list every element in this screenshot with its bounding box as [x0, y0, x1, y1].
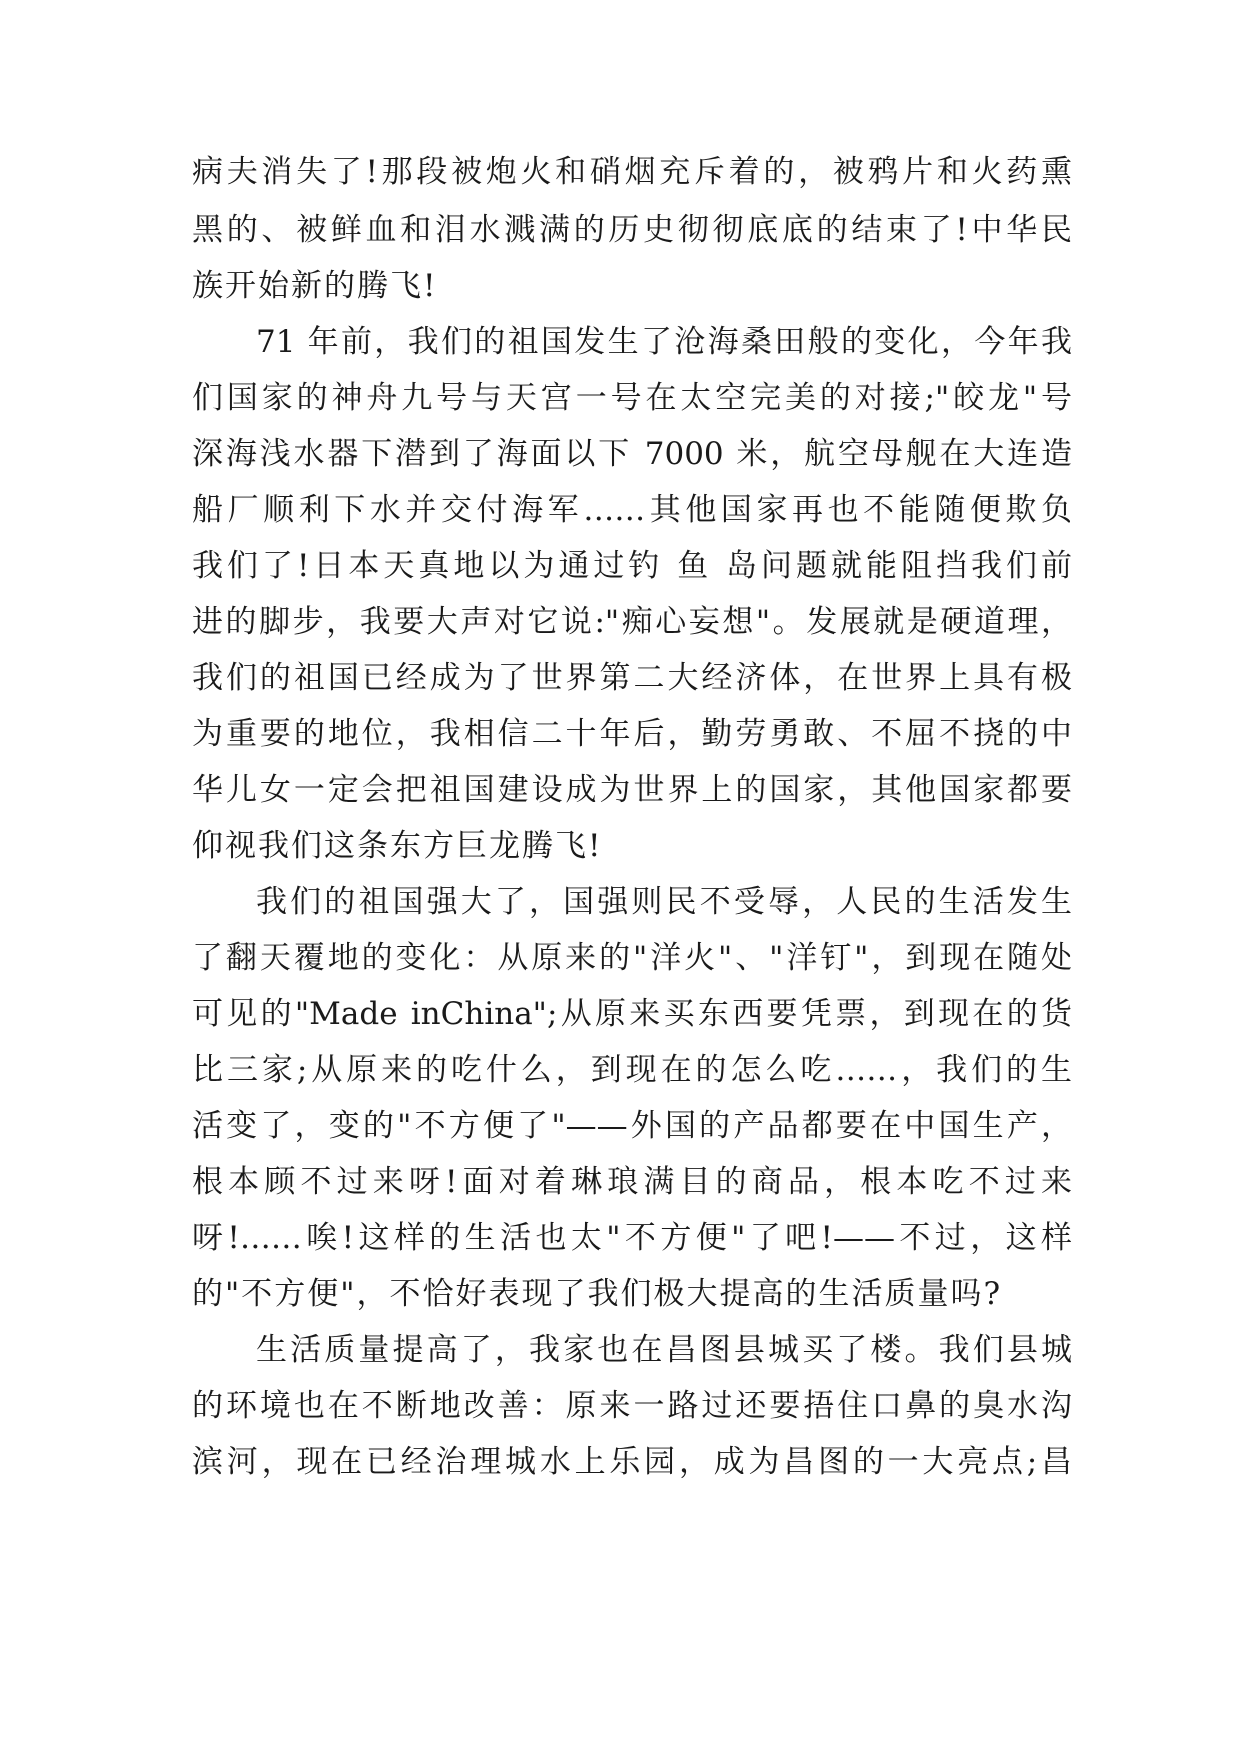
text-line: 我们的祖国已经成为了世界第二大经济体，在世界上具有极 — [192, 660, 1072, 696]
text-line: 仰视我们这条东方巨龙腾飞! — [192, 828, 603, 864]
text-line: 的"不方便"，不恰好表现了我们极大提高的生活质量吗? — [192, 1276, 1003, 1312]
text-line: 了翻天覆地的变化：从原来的"洋火"、"洋钉"，到现在随处 — [192, 940, 1072, 976]
text-line: 生活质量提高了，我家也在昌图县城买了楼。我们县城 — [256, 1332, 1072, 1368]
text-line: 黑的、被鲜血和泪水溅满的历史彻彻底底的结束了!中华民 — [192, 212, 1072, 248]
text-line: 的环境也在不断地改善：原来一路过还要捂住口鼻的臭水沟 — [192, 1388, 1072, 1424]
text-line: 为重要的地位，我相信二十年后，勤劳勇敢、不屈不挠的中 — [192, 716, 1072, 752]
text-line: 根本顾不过来呀!面对着琳琅满目的商品，根本吃不过来 — [192, 1164, 1072, 1200]
text-line: 族开始新的腾飞! — [192, 268, 438, 304]
text-line: 华儿女一定会把祖国建设成为世界上的国家，其他国家都要 — [192, 772, 1072, 808]
text-line: 深海浅水器下潜到了海面以下 7000 米，航空母舰在大连造 — [192, 436, 1072, 472]
text-line: 我们了!日本天真地以为通过钓 鱼 岛问题就能阻挡我们前 — [192, 548, 1072, 584]
text-line: 活变了，变的"不方便了"——外国的产品都要在中国生产， — [192, 1108, 1072, 1144]
text-line: 进的脚步，我要大声对它说:"痴心妄想"。发展就是硬道理， — [192, 604, 1072, 640]
text-line: 船厂顺利下水并交付海军……其他国家再也不能随便欺负 — [192, 492, 1072, 528]
text-line: 滨河，现在已经治理城水上乐园，成为昌图的一大亮点;昌 — [192, 1444, 1072, 1480]
text-line: 71 年前，我们的祖国发生了沧海桑田般的变化，今年我 — [256, 324, 1072, 360]
text-line: 病夫消失了!那段被炮火和硝烟充斥着的，被鸦片和火药熏 — [192, 154, 1072, 190]
text-line: 们国家的神舟九号与天宫一号在太空完美的对接;"皎龙"号 — [192, 380, 1072, 416]
text-line: 比三家;从原来的吃什么，到现在的怎么吃……，我们的生 — [192, 1052, 1072, 1088]
text-line: 可见的"Made inChina";从原来买东西要凭票，到现在的货 — [192, 996, 1072, 1032]
text-line: 我们的祖国强大了，国强则民不受辱，人民的生活发生 — [256, 884, 1072, 920]
text-line: 呀!……唉!这样的生活也太"不方便"了吧!——不过，这样 — [192, 1220, 1072, 1256]
